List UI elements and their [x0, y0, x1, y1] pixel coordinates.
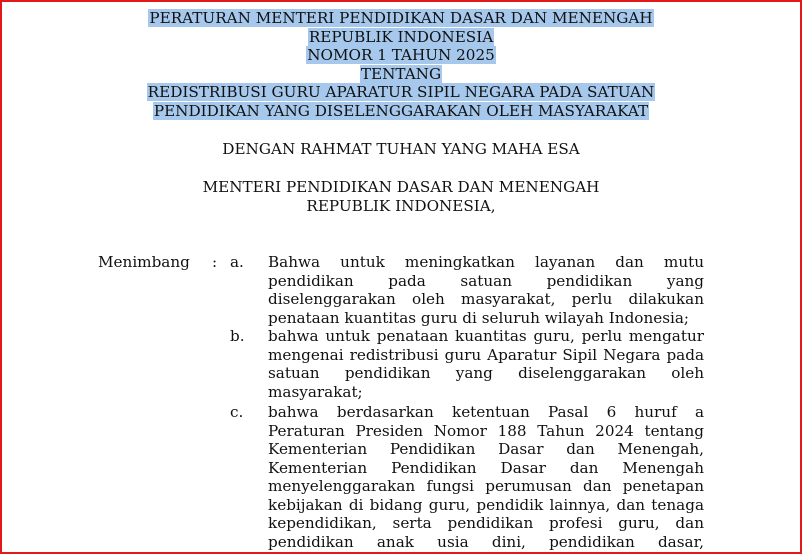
item-b-marker: b.	[230, 327, 245, 345]
title-line-4	[2, 65, 800, 84]
item-b-line: satuan pendidikan yang diselenggarakan oleh	[268, 364, 704, 382]
document-page	[2, 2, 800, 552]
title-line-6-text: PENDIDIKAN YANG DISELENGGARAKAN OLEH MASYARAKAT	[153, 101, 649, 120]
considering-label: Menimbang	[98, 253, 190, 271]
title-line-3-text: NOMOR 1 TAHUN 2025	[307, 46, 495, 64]
item-c-line: kependidikan, serta pendidikan profesi guru, dan	[268, 514, 704, 532]
minister-line-1: MENTERI PENDIDIKAN DASAR DAN MENENGAH	[202, 178, 600, 196]
item-b-line: mengenai redistribusi guru Aparatur Sipil Negara pada	[268, 345, 704, 364]
item-a-line: Bahwa untuk meningkatkan layanan dan mutu	[268, 253, 704, 271]
title-line-6	[2, 102, 800, 121]
item-c-line: bahwa berdasarkan ketentuan Pasal 6 huruf a	[268, 403, 704, 421]
item-c-line: menyelenggarakan fungsi perumusan dan penetapan	[268, 477, 704, 495]
item-c-line: kebijakan di bidang guru, pendidik lainnya, dan tenaga	[268, 495, 704, 514]
item-b-text	[268, 327, 704, 401]
title-line-3	[2, 46, 800, 65]
considering-colon: :	[212, 253, 218, 271]
title-line-5-text: REDISTRIBUSI GURU APARATUR SIPIL NEGARA PADA SATUAN	[147, 83, 655, 101]
item-a-text	[268, 253, 704, 327]
item-a-line: pendidikan pada satuan pendidikan yang	[268, 271, 704, 290]
title-line-5	[2, 83, 800, 102]
item-c-line: pendidikan anak usia dini, pendidikan dasar,	[268, 532, 704, 551]
title-line-2-text: REPUBLIK INDONESIA	[308, 27, 494, 46]
title-line-1-text: PERATURAN MENTERI PENDIDIKAN DASAR DAN MENENGAH	[149, 9, 653, 27]
item-a-marker: a.	[230, 253, 244, 271]
title-line-2	[2, 28, 800, 47]
item-b-line: masyarakat;	[268, 382, 363, 401]
item-c-line: Kementerian Pendidikan Dasar dan Menengah,	[268, 440, 704, 458]
title-line-1	[2, 9, 800, 28]
regulation-title	[2, 9, 800, 120]
minister-line-2: REPUBLIK INDONESIA,	[306, 196, 496, 215]
item-a-line: penataan kuantitas guru di seluruh wilayah Indonesia;	[268, 308, 690, 327]
item-a-line: diselenggarakan oleh masyarakat, perlu dilakukan	[268, 290, 704, 308]
item-c-text	[268, 403, 704, 551]
item-c-line: Peraturan Presiden Nomor 188 Tahun 2024 tentang	[268, 421, 704, 440]
item-c-marker: c.	[230, 403, 244, 421]
title-line-4-text: TENTANG	[360, 64, 442, 83]
item-b-line: bahwa untuk penataan kuantitas guru, perlu mengatur	[268, 327, 704, 345]
blessing-line: DENGAN RAHMAT TUHAN YANG MAHA ESA	[222, 140, 580, 158]
item-c-line: Kementerian Pendidikan Dasar dan Menengah	[268, 458, 704, 477]
